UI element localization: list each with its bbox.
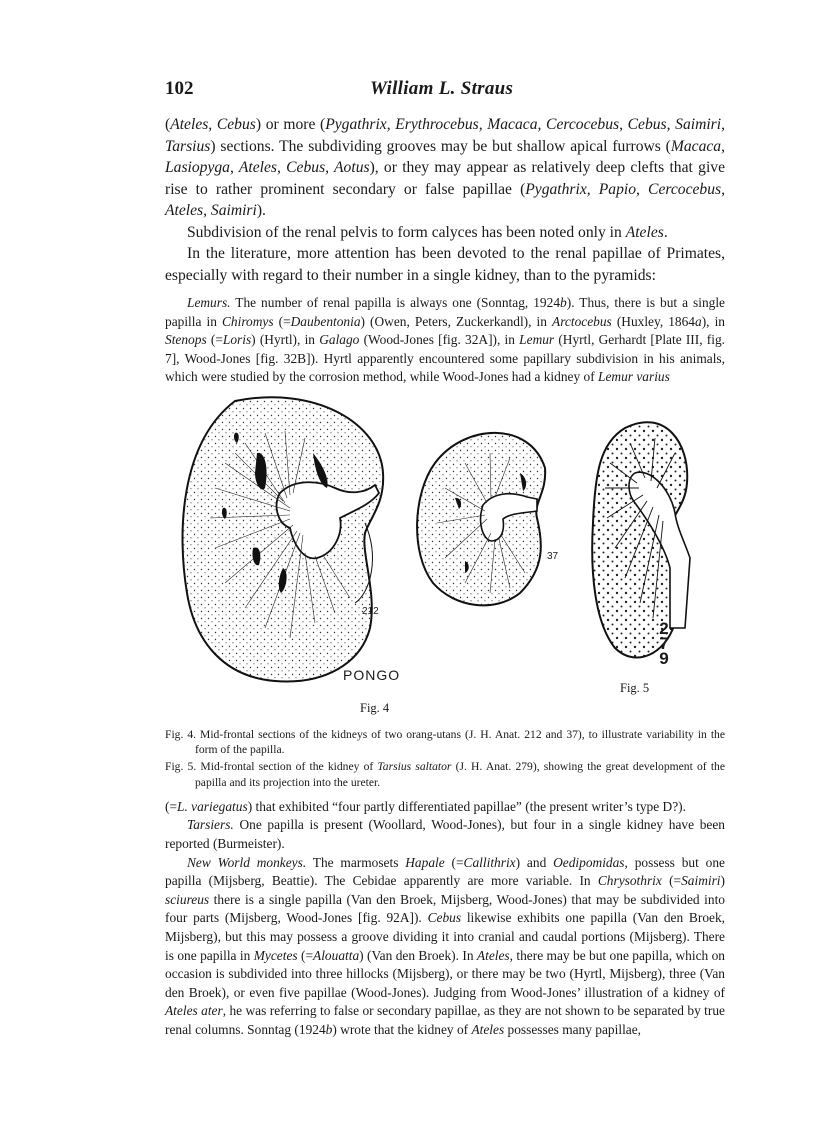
specimen-number-279-digit-3: 9 — [659, 648, 669, 668]
specimen-number-212: 212 — [362, 605, 379, 617]
pongo-label: PONGO — [343, 666, 401, 683]
specimen-number-37: 37 — [547, 550, 559, 562]
kidney-279-drawing — [592, 422, 690, 657]
intro-paragraph-2: Subdivision of the renal pelvis to form calyces has been noted only in Ateles. — [187, 223, 668, 241]
lemurs-section — [165, 294, 725, 387]
new-world-monkeys-paragraph: New World monkeys. The marmosets Hapale (=Callithrix) and Oedipomidas, possess but one papilla (Mijsberg, Beattie). The Cebidae apparently are more variable. In Chrysothrix (=Saimiri) sciureus there is a single papilla (Van den Broek, Mijsberg, Wood-Jones) that may be subdivided into four parts (Mijsberg, Wood-Jones [fig. 92A]). Cebus likewise exhibits one papilla (Van den Broek, Mijsberg), but this may possess a groove dividing it into cranial and caudal portions (Mijsberg). There is one papilla in Mycetes (=Alouatta) (Van den Broek). In Ateles, there may be but one papilla, which on occasion is subdivided into three hillocks (Mijsberg), or there may be two (Hyrtl, Mijsberg), three (Van den Broek), or even five papillae (Wood-Jones). Judging from Wood-Jones’ illustration of a kidney of Ateles ater, he was referring to false or secondary papillae, as they are not shown to be separated by true renal columns. Sonntag (1924b) wrote that the kidney of Ateles possesses many papillae, — [165, 854, 726, 1037]
specimen-number-279-digit-1: 2 — [659, 618, 669, 638]
page — [165, 78, 725, 1040]
figure-panel — [165, 393, 725, 723]
fig-4-label: Fig. 4 — [360, 700, 390, 715]
kidney-illustrations — [165, 393, 725, 723]
intro-paragraph-3: In the literature, more attention has been devoted to the renal papillae of Primates, especially with regard to their number in a single kidney, than to the pyramids: — [165, 245, 725, 284]
kidney-37-drawing — [417, 433, 545, 605]
running-header — [165, 78, 725, 108]
continuation-section — [165, 798, 725, 1040]
fig-5-caption: Fig. 5. Mid-frontal section of the kidney of Tarsius saltator (J. H. Anat. 279), showing the great development of the papilla and its projection into the ureter. — [165, 760, 725, 789]
intro-section — [165, 114, 725, 286]
lemurs-paragraph: Lemurs. The number of renal papilla is always one (Sonntag, 1924b). Thus, there is but a single papilla in Chiromys (=Daubentonia) (Owen, Peters, Zuckerkandl), in Arctocebus (Huxley, 1864a), in Stenops (=Loris) (Hyrtl), in Galago (Wood-Jones [fig. 32A]), in Lemur (Hyrtl, Gerhardt [Plate III, fig. 7], Wood-Jones [fig. 32B]). Hyrtl apparently encountered some papillary subdivision in his animals, which were studied by the corrosion method, while Wood-Jones had a kidney of Lemur varius — [165, 295, 725, 385]
tarsiers-paragraph: Tarsiers. One papilla is present (Woollard, Wood-Jones), but four in a single kidney have been reported (Burmeister). — [165, 817, 725, 851]
author-name: William L. Straus — [370, 78, 514, 99]
fig-4-caption: Fig. 4. Mid-frontal sections of the kidneys of two orang-utans (J. H. Anat. 212 and 37), to illustrate variability in the form of the papilla. — [165, 727, 725, 757]
continuation-paragraph: (=L. variegatus) that exhibited “four partly differentiated papillae” (the present writer’s type D?). — [165, 798, 686, 814]
page-number: 102 — [165, 78, 194, 99]
specimen-number-279-digit-2: 7 — [659, 633, 669, 653]
intro-paragraph-1: (Ateles, Cebus) or more (Pygathrix, Erythrocebus, Macaca, Cercocebus, Cebus, Saimiri, Tarsius) sections. The subdividing grooves may be but shallow apical furrows (Macaca, Lasiopyga, Ateles, Cebus, Aotus), or they may appear as relatively deep clefts that give rise to rather prominent secondary or false papillae (Pygathrix, Papio, Cercocebus, Ateles, Saimiri). — [165, 116, 725, 219]
fig-5-label: Fig. 5 — [620, 680, 650, 695]
kidney-212-drawing — [183, 397, 384, 681]
